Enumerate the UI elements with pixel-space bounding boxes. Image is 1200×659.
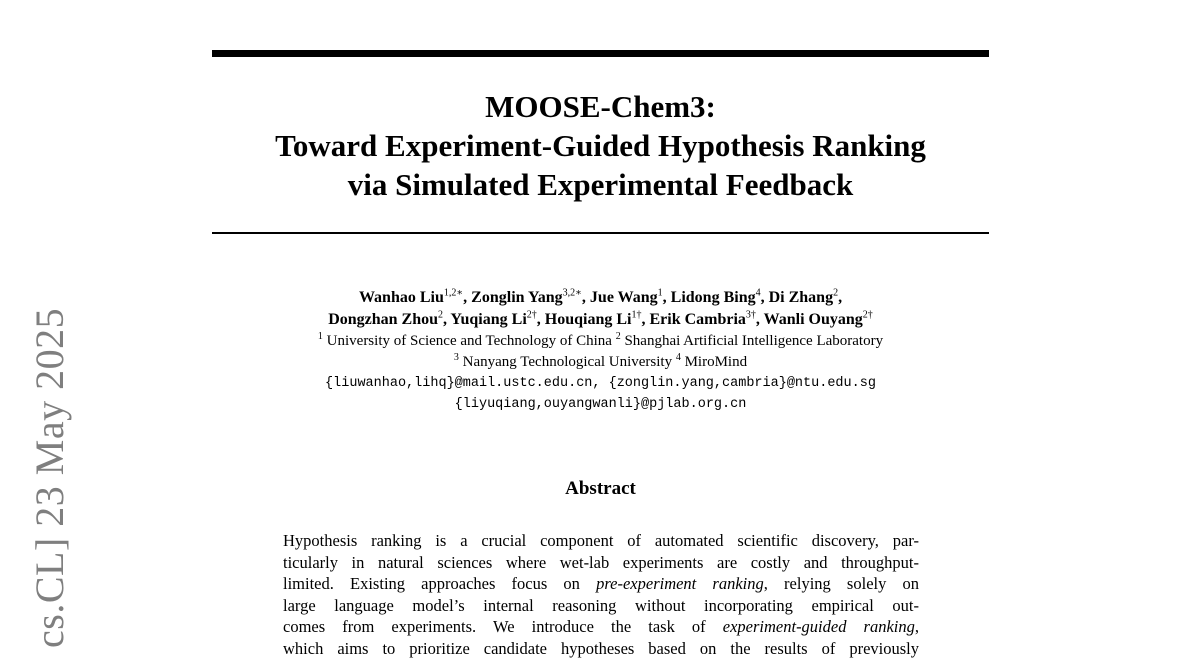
affiliation-mark: 4 <box>676 352 681 363</box>
abstract-italic-term: pre-experiment ranking <box>596 574 764 593</box>
author-name: Houqiang Li <box>545 311 632 328</box>
abstract-text: limited. Existing approaches focus on <box>283 574 596 593</box>
abstract-line <box>283 595 919 617</box>
abstract-text: , <box>915 617 919 636</box>
abstract-text: Hypothesis ranking is a crucial component of automated scientific discovery, par- <box>283 531 919 550</box>
author-name: Wanhao Liu <box>359 289 444 306</box>
affiliation-name: Shanghai Artificial Intelligence Laboratory <box>624 333 883 349</box>
author-name: Jue Wang <box>590 289 658 306</box>
abstract-line <box>283 573 919 595</box>
email-line-1[interactable]: {liuwanhao,lihq}@mail.ustc.edu.cn, {zonglin.yang,cambria}@ntu.edu.sg <box>212 373 989 394</box>
title-line-2: Toward Experiment-Guided Hypothesis Ranking <box>212 126 989 165</box>
abstract-line <box>283 638 919 659</box>
abstract-heading: Abstract <box>212 478 989 500</box>
author-affiliation-mark: 3,2∗ <box>563 288 582 299</box>
author-affiliation-mark: 1† <box>631 310 641 321</box>
title-bottom-rule <box>212 232 989 234</box>
author-name: Di Zhang <box>769 289 833 306</box>
author-line-2 <box>212 309 989 331</box>
author-affiliation-mark: 1,2∗ <box>444 288 463 299</box>
abstract-line <box>283 616 919 638</box>
arxiv-side-stamp: cs.CL] 23 May 2025 <box>30 308 70 648</box>
author-separator: , <box>756 311 764 328</box>
author-separator: , <box>537 311 545 328</box>
abstract-line <box>283 530 919 552</box>
author-name: Dongzhan Zhou <box>328 311 438 328</box>
author-separator: , <box>443 311 450 328</box>
paper-title <box>212 87 989 204</box>
affiliation-name: Nanyang Technological University <box>463 354 672 370</box>
author-name: Wanli Ouyang <box>764 311 863 328</box>
title-line-3: via Simulated Experimental Feedback <box>212 165 989 204</box>
author-affiliation-mark: 2† <box>863 310 873 321</box>
author-affiliation-mark: 4 <box>756 288 761 299</box>
author-affiliation-mark: 2 <box>438 310 443 321</box>
abstract-text: comes from experiments. We introduce the task of <box>283 617 723 636</box>
abstract-text: large language model’s internal reasoning without incorporating empirical out- <box>283 596 919 615</box>
title-top-rule <box>212 50 989 57</box>
title-line-1: MOOSE-Chem3: <box>212 87 989 126</box>
author-name: Zonglin Yang <box>471 289 562 306</box>
abstract-text: , relying solely on <box>764 574 919 593</box>
affiliation-mark: 1 <box>318 331 323 342</box>
abstract-line <box>283 552 919 574</box>
abstract-italic-term: experiment-guided ranking <box>723 617 915 636</box>
affiliation-mark: 2 <box>616 331 621 342</box>
author-separator: , <box>463 289 471 306</box>
author-block <box>212 287 989 415</box>
affiliation-line-1 <box>212 331 989 352</box>
author-separator: , <box>582 289 590 306</box>
author-line-1 <box>212 287 989 309</box>
affiliation-mark: 3 <box>454 352 459 363</box>
author-affiliation-mark: 2† <box>527 310 537 321</box>
author-affiliation-mark: 2 <box>833 288 838 299</box>
affiliation-name: University of Science and Technology of China <box>327 333 612 349</box>
abstract-text: which aims to prioritize candidate hypotheses based on the results of previously <box>283 639 919 658</box>
author-affiliation-mark: 1 <box>658 288 663 299</box>
author-separator: , <box>663 289 671 306</box>
author-name: Erik Cambria <box>649 311 745 328</box>
author-name: Lidong Bing <box>671 289 756 306</box>
author-affiliation-mark: 3† <box>746 310 756 321</box>
abstract-body <box>283 530 919 659</box>
author-separator: , <box>838 289 842 306</box>
author-name: Yuqiang Li <box>450 311 526 328</box>
email-line-2[interactable]: {liyuqiang,ouyangwanli}@pjlab.org.cn <box>212 394 989 415</box>
author-separator: , <box>641 311 649 328</box>
abstract-text: ticularly in natural sciences where wet-lab experiments are costly and throughput- <box>283 553 919 572</box>
author-separator: , <box>761 289 769 306</box>
affiliation-name: MiroMind <box>685 354 748 370</box>
affiliation-line-2 <box>212 352 989 373</box>
